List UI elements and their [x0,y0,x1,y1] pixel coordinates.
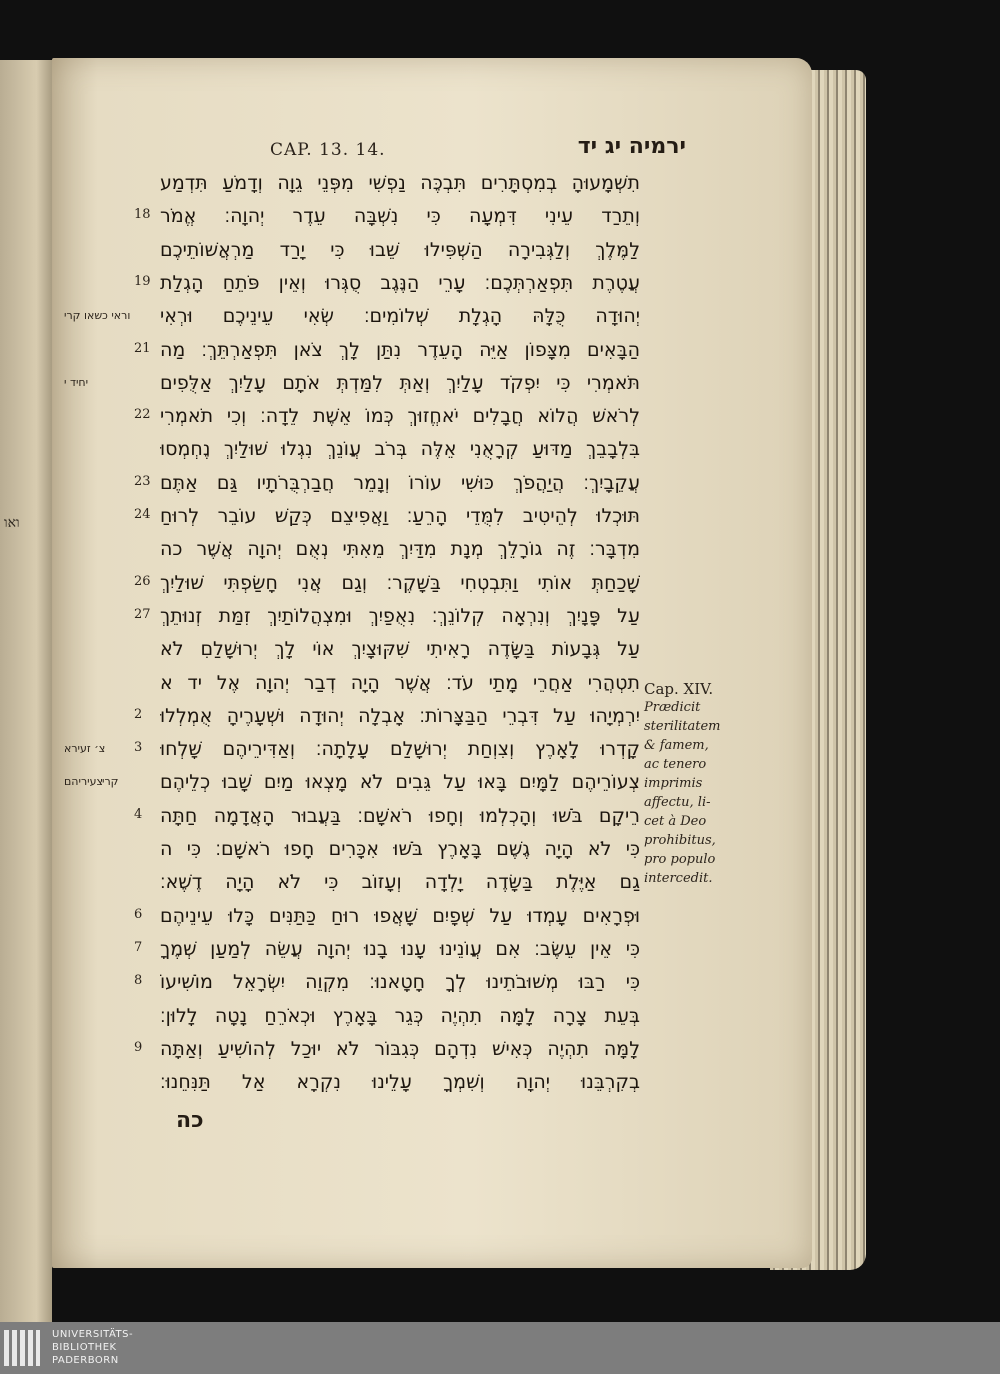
verse-number: 4 [134,806,143,822]
text-line-content: כִּי לֹא הָיָה גֶשֶׁם בָּאָרֶץ בֹּשׁוּ אִכָּרִים חָפוּ רֹאשָׁם׃ כִּי ה [160,838,640,860]
text-line-content: בִּלְבָבֵךְ מַדּוּעַ קְרָאֻנִי אֵלֶּה בְּרֹב עֲוֹנֵךְ נִגְלוּ שׁוּלַיִךְ נֶחְמְסוּ [160,438,640,461]
text-line [160,934,640,966]
chapter-summary-line: Prædicit [644,700,701,715]
text-line [160,434,640,466]
text-line-content: כִּי אֵין עֵשֶׂב׃ אִם עֲוֹנֵינוּ עָנוּ בָנוּ יְהוָה עֲשֵׂה לְמַעַן שְׁמֶךָ [160,937,640,960]
verse-number: 18 [134,207,151,223]
text-line-content: לָמָּה תִהְיֶה כְּאִישׁ נִדְהָם כְּגִבּוֹר לֹא יוּכַל לְהוֹשִׁיעַ וְאַתָּה [160,1037,640,1060]
text-line [160,201,640,233]
verse-number: 24 [134,507,151,522]
verse-number: 22 [134,407,151,423]
text-line-content: רֵיקָם בֹּשׁוּ וְהָכְלְמוּ וְחָפוּ רֹאשָׁם׃ בַּעֲבוּר הָאֲדָמָה חַתָּה [160,804,640,827]
text-line [160,301,640,333]
verse-number: 23 [134,473,151,489]
chapter-summary-line: intercedit. [644,871,713,886]
text-line-content: עֲקֵבָיִךְ׃ הֲיַהֲפֹךְ כּוּשִׁי עוֹרוֹ וְנָמֵר חֲבַרְבֻּרֹתָיו גַּם אַתֶּם [160,471,640,494]
library-name-line-2: BIBLIOTHEK [52,1342,117,1353]
text-line [160,867,640,899]
text-line-content: וְתֵרַד עֵינִי דִּמְעָה כִּי נִשְׁבָּה עֵדֶר יְהוָה׃ אֱמֹר [160,205,640,228]
text-line [160,1034,640,1066]
text-line-content: לַמֶּלֶךְ וְלַגְּבִירָה הַשְׁפִּילוּ שֵׁבוּ כִּי יָרַד מַרְאֲשׁוֹתֵיכֶם [160,238,640,261]
text-line-content: תִטְהֲרִי אַחֲרֵי מָתַי עֹד׃ אֲשֶׁר הָיָה דְבַר יְהוָה אֶל יד א [160,671,640,694]
verse-number: 8 [134,973,143,989]
library-logo-icon [4,1330,40,1366]
text-line [160,668,640,700]
running-head-hebrew: ירמיה יג יד [577,134,686,159]
text-line [160,168,640,200]
marginal-note: קרי [102,775,119,789]
text-line-content: כִּי רַבּוּ מְשׁוּבֹתֵינוּ לְךָ חָטָאנוּ׃ מִקְוֵה יִשְׂרָאֵל מוֹשִׁיעוֹ [160,971,640,994]
marginal-note: צעיריהם [64,775,104,789]
marginal-note: צ׳ זעירא [64,742,106,756]
text-line-content: תּוּכְלוּ לְהֵיטִיב לִמֻּדֵי הָרֵעַ׃ וַאֲפִיצֵם כְּקַשׁ עוֹבֵר לְרוּחַ [160,505,640,527]
text-line [160,767,640,799]
text-line [160,1067,640,1099]
text-line [160,701,640,733]
text-line [160,468,640,500]
text-line [160,534,640,566]
text-line [160,401,640,433]
text-line [160,801,640,833]
verse-number: 3 [134,740,143,756]
verse-number: 26 [134,573,151,589]
verse-number: 6 [134,906,143,922]
chapter-summary-line: & famem, [644,738,709,753]
left-margin-fragment: ואו [4,515,20,531]
library-name-line-1: UNIVERSITÄTS- [52,1329,134,1340]
chapter-summary-line: affectu, li- [644,795,711,810]
text-line [160,834,640,866]
text-line [160,568,640,600]
chapter-summary-line: cet à Deo [644,814,707,829]
chapter-summary-text [644,698,734,888]
chapter-label: Cap. XIV. [644,680,714,698]
text-line-content: גַם אַיֶּלֶת בַּשָּׂדֶה יָלְדָה וְעָזוֹב כִּי לֹא הָיָה דֶשֶׁא׃ [160,871,640,894]
library-footer [0,1322,1000,1374]
text-line-content: מִדְבָּר׃ זֶה גוֹרָלֵךְ מְנָת מִדַּיִךְ מֵאִתִּי נְאֻם יְהוָה אֲשֶׁר כה [160,538,640,561]
signature-mark: כה [176,1108,204,1133]
text-line-content: שָׁכַחַתְּ אוֹתִי וַתִּבְטְחִי בַּשָּׁקֶר׃ וְגַם אֲנִי חָשַׂפְתִּי שׁוּלַיִךְ [160,571,640,594]
library-name [52,1328,133,1367]
text-line [160,268,640,300]
marginal-note: יחיד י [64,375,89,389]
text-line-content: בְקִרְבֵּנוּ יְהוָה וְשִׁמְךָ עָלֵינוּ נִקְרָא אַל תַּנִּחֵנוּ׃ [160,1071,640,1094]
text-line [160,368,640,400]
text-line [160,235,640,267]
chapter-summary-line: prohibitus, [644,833,716,848]
text-line-content: עֲטֶרֶת תִּפְאַרְתְּכֶם׃ עָרֵי הַנֶּגֶב סֻגְּרוּ וְאֵין פֹּתֵחַ הָגְלַת [160,271,640,294]
verse-number: 27 [134,606,151,622]
text-line-content: עַל פָּנָיִךְ וְנִרְאָה קְלוֹנֵךְ׃ נִאֻפַיִךְ וּמִצְהֲלוֹתַיִךְ זִמַּת זְנוּתֵךְ [160,604,640,627]
left-page-edge [0,60,52,1322]
text-line [160,501,640,533]
text-line-content: תֹּאמְרִי כִּי יִפְקֹד עָלַיִךְ וְאַתְּ לִמַּדְתְּ אֹתָם עָלַיִךְ אַלֻּפִים [160,371,640,394]
text-line [160,634,640,666]
text-line-content: בְּעֵת צָרָה לָמָּה תִהְיֶה כְּגֵר בָּאָרֶץ וּכְאֹרֵחַ נָטָה לָלוּן׃ [160,1004,640,1027]
text-line-content: יְהוּדָה כֻּלָּהּ הָגְלָת שְׁלוֹמִים׃ שְׂאִי עֵינֵיכֶם וּרְאִי [160,305,640,328]
verse-number: 9 [134,1039,143,1055]
text-line-content: צְעוֹרֵיהֶם לַמָּיִם בָּאוּ עַל גֵּבִים לֹא מָצְאוּ מַיִם שָׁבוּ כְלֵיהֶם [160,771,640,794]
chapter-summary-line: ac tenero [644,757,707,772]
text-line-content: עַל גְּבָעוֹת בַּשָּׂדֶה רָאִיתִי שִׁקּוּצָיִךְ אוֹי לָךְ יְרוּשָׁלַםִ לֹא [160,638,640,661]
text-line-content: וּפְרָאִים עָמְדוּ עַל שְׁפָיִם שָׁאֲפוּ רוּחַ כַּתַּנִּים כָּלוּ עֵינֵיהֶם [160,904,640,927]
text-line [160,1001,640,1033]
text-line [160,601,640,633]
verse-number: 21 [134,340,151,356]
marginal-note: וראי כ [102,309,131,323]
running-head-latin: CAP. 13. 14. [270,140,386,160]
text-line [160,967,640,999]
text-line [160,901,640,933]
text-line [160,335,640,367]
chapter-summary-line: imprimis [644,776,703,791]
marginal-note: שאו קרי [64,309,103,323]
chapter-summary [644,680,734,888]
verse-number: 7 [134,939,143,955]
text-line-content: קָדְרוּ לָאָרֶץ וְצִוְחַת יְרוּשָׁלִַם עָלָתָה׃ וְאַדִּירֵיהֶם שָׁלְחוּ [160,738,640,761]
library-name-line-3: PADERBORN [52,1355,119,1366]
text-line [160,734,640,766]
chapter-summary-line: pro populo [644,852,716,867]
text-line-content: לְרֹאשׁ הֲלוֹא חֲבָלִים יֹאחֱזוּךְ כְּמוֹ אֵשֶׁת לֵדָה׃ וְכִי תֹאמְרִי [160,405,640,428]
text-line-content: יִרְמְיָהוּ עַל דִּבְרֵי הַבַּצָּרוֹת׃ אָבְלָה יְהוּדָה וּשְׁעָרֶיהָ אֻמְלְלוּ [160,704,640,727]
text-line-content: תִשְׁמָעוּהָ בְמִסְתָּרִים תִּבְכֶּה נַפְשִׁי מִפְּנֵי גֵוָה וְדָמֹעַ תִּדְמַע [160,172,640,194]
text-line-content: הַבָּאִים מִצָּפוֹן אַיֵּה הָעֵדֶר נִתַּן לָךְ צֹאן תִּפְאַרְתֵּךְ׃ מַה [160,338,640,361]
chapter-summary-line: sterilitatem [644,719,721,734]
verse-number: 2 [134,706,143,722]
verse-number: 19 [134,273,151,289]
